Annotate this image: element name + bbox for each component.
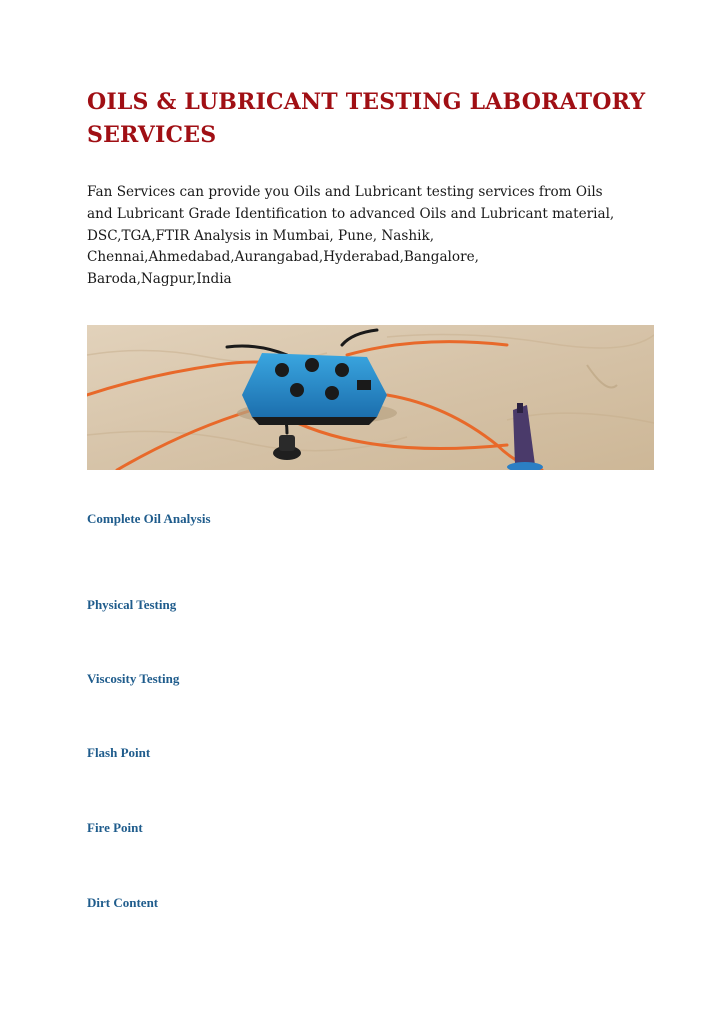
intro-line: and Lubricant Grade Identification to advanced Oils and Lubricant material, xyxy=(87,205,615,222)
intro-line: Baroda,Nagpur,India xyxy=(87,271,232,288)
page-title-line-1: OILS & LUBRICANT TESTING LABORATORY xyxy=(87,89,646,115)
page-title xyxy=(87,86,647,152)
service-item: Complete Oil Analysis xyxy=(87,511,211,526)
service-item: Fire Point xyxy=(87,820,143,835)
service-item: Viscosity Testing xyxy=(87,671,180,686)
intro-paragraph xyxy=(87,182,647,291)
intro-line: Chennai,Ahmedabad,Aurangabad,Hyderabad,Bangalore, xyxy=(87,249,479,266)
intro-line: DSC,TGA,FTIR Analysis in Mumbai, Pune, Nashik, xyxy=(87,227,435,244)
service-item: Physical Testing xyxy=(87,597,177,612)
equipment-on-sand-image xyxy=(87,325,654,470)
intro-line: Fan Services can provide you Oils and Lubricant testing services from Oils xyxy=(87,184,603,200)
equipment-photo xyxy=(87,325,654,470)
page-title-line-2: SERVICES xyxy=(87,122,217,148)
service-item: Flash Point xyxy=(87,745,151,760)
service-item: Dirt Content xyxy=(87,895,159,910)
